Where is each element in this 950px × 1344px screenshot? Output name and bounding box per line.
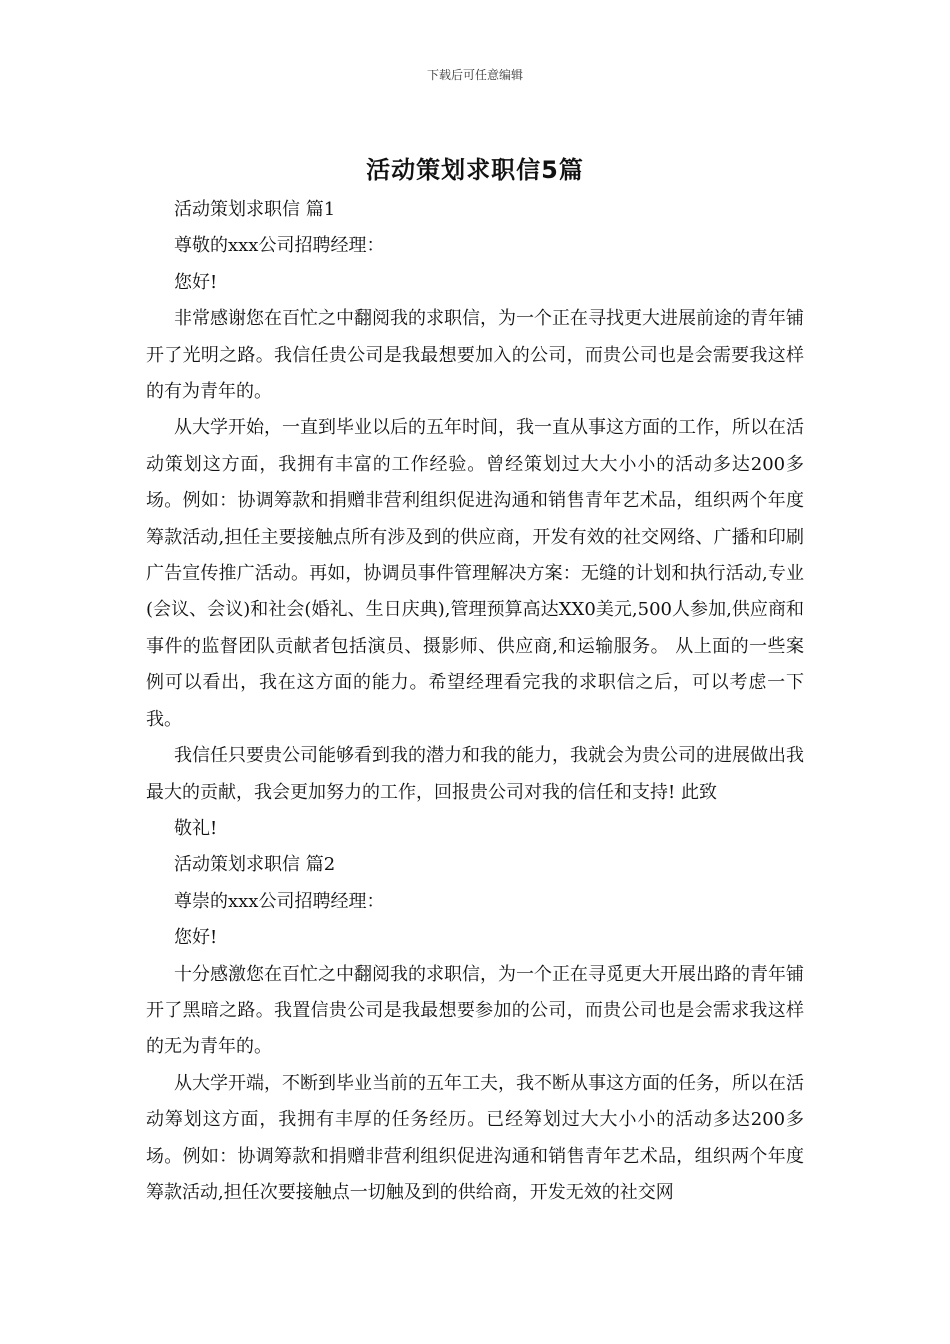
greeting: 您好! (174, 927, 218, 949)
greeting: 您好! (174, 271, 218, 293)
document-title: 活动策划求职信5篇 (366, 156, 584, 184)
body-paragraph: 非常感谢您在百忙之中翻阅我的求职信，为一个正在寻找更大进展前途的青年铺开了光明之路。我信任贵公司是我最想要加入的公司，而贵公司也是会需要我这样的有为青年的。 (146, 308, 804, 403)
salutation: 尊敬的xxx公司招聘经理： (174, 235, 385, 257)
document-body (146, 192, 804, 1211)
closing: 敬礼! (174, 817, 218, 839)
salutation: 尊崇的xxx公司招聘经理： (174, 890, 385, 912)
body-paragraph: 从大学开端，不断到毕业当前的五年工夫，我不断从事这方面的任务，所以在活动筹划这方面，我拥有丰厚的任务经历。已经筹划过大大小小的活动多达200多场。例如：协调筹款和捐赠非营利组织促进沟通和销售青年艺术品，组织两个年度筹款活动,担任次要接触点一切触及到的供给商，开发无效的社交网 (146, 1072, 804, 1203)
section-heading-2: 活动策划求职信 篇2 (174, 854, 336, 876)
section-heading-1: 活动策划求职信 篇1 (174, 199, 336, 220)
download-note: 下载后可任意编辑 (426, 68, 523, 82)
body-paragraph: 十分感激您在百忙之中翻阅我的求职信，为一个正在寻觅更大开展出路的青年铺开了黑暗之路。我置信贵公司是我最想要参加的公司，而贵公司也是会需求我这样的无为青年的。 (146, 963, 804, 1058)
body-paragraph: 从大学开始，一直到毕业以后的五年时间，我一直从事这方面的工作，所以在活动策划这方面，我拥有丰富的工作经验。曾经策划过大大小小的活动多达200多场。例如：协调筹款和捐赠非营利组织促进沟通和销售青年艺术品，组织两个年度筹款活动,担任主要接触点所有涉及到的供应商，开发有效的社交网络、广播和印刷广告宣传推广活动。再如，协调员事件管理解决方案：无缝的计划和执行活动,专业(会议、会议)和社会(婚礼、生日庆典),管理预算高达XX0美元,500人参加,供应商和事件的监督团队贡献者包括演员、摄影师、供应商,和运输服务。 从上面的一些案例可以看出，我在这方面的能力。希望经理看完我的求职信之后，可以考虑一下我。 (146, 417, 804, 730)
body-paragraph: 我信任只要贵公司能够看到我的潜力和我的能力，我就会为贵公司的进展做出我最大的贡献，我会更加努力的工作，回报贵公司对我的信任和支持! 此致 (146, 745, 804, 803)
